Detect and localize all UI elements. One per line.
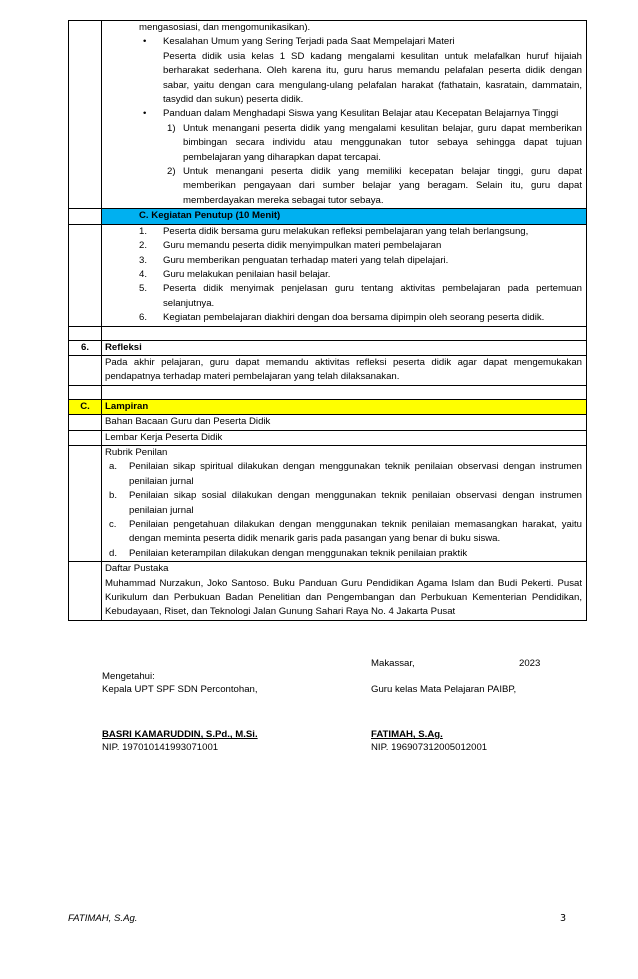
table-row bbox=[69, 340, 587, 355]
bullet-title: Panduan dalam Menghadapi Siswa yang Kesulitan Belajar atau Kecepatan Belajarnya Tinggi bbox=[163, 108, 559, 120]
numbered-subitem: 1) Untuk menangani peserta didik yang mengalami kesulitan belajar, guru dapat memberikan bimbingan secara individu atau menggunakan tutor sebaya sehingga dapat tujuan pembelajaran yang diharapkan dapat tercapai. bbox=[167, 122, 582, 163]
section-heading-refleksi: Refleksi bbox=[102, 340, 587, 355]
bullet-icon: • bbox=[143, 36, 147, 48]
list-item: 5. Peserta didik menyimak penjelasan guru tentang aktivitas pembelajaran pada pertemuan selanjutnya. bbox=[139, 283, 582, 309]
table-row bbox=[69, 415, 587, 430]
table-row bbox=[69, 430, 587, 445]
bullet-item bbox=[139, 35, 582, 107]
rubrik-title: Rubrik Penilan bbox=[105, 446, 168, 458]
signature-left-label2: Kepala UPT SPF SDN Percontohan, bbox=[102, 684, 258, 695]
bullet-title: Kesalahan Umum yang Sering Terjadi pada Saat Mempelajari Materi bbox=[163, 36, 455, 48]
activity-cell bbox=[102, 21, 587, 209]
signature-left-nip: NIP. 197010141993071001 bbox=[102, 742, 219, 753]
section-heading-lampiran: Lampiran bbox=[102, 399, 587, 414]
signature-left-name: BASRI KAMARUDDIN, S.Pd., M.Si. bbox=[102, 729, 258, 740]
bullet-body: Peserta didik usia kelas 1 SD kadang mengalami kesulitan untuk melafalkan huruf hijaiah berharakat sederhana. Oleh karena itu, guru harus memandu pelafalan peserta didik dengan sabar, yaitu dengan cara mengulang-ulang pelafalan harakat (fathatain, kasratain, dammatain, tasydid dan sukun) peserta didik. bbox=[163, 50, 582, 106]
bullet-icon: • bbox=[143, 108, 147, 120]
signature-right-nip: NIP. 196907312005012001 bbox=[371, 742, 488, 753]
list-item: a. Penilaian sikap spiritual dilakukan dengan menggunakan teknik penilaian observasi dengan instrumen penilaian jurnal bbox=[109, 461, 582, 487]
continuation-text: mengasosiasi, dan mengomunikasikan). bbox=[139, 22, 311, 33]
list-item: 1. Peserta didik bersama guru melakukan refleksi pembelajaran yang telah berlangsung, bbox=[139, 225, 529, 237]
blank-row bbox=[69, 385, 587, 399]
list-item: 6. Kegiatan pembelajaran diakhiri dengan doa bersama dipimpin oleh seorang peserta didik. bbox=[139, 312, 545, 324]
page-number: 3 bbox=[560, 913, 567, 924]
section-number: C. bbox=[69, 399, 102, 414]
signature-left-label1: Mengetahui: bbox=[102, 671, 155, 682]
list-item: 2. Guru memandu peserta didik menyimpulkan materi pembelajaran bbox=[139, 240, 442, 252]
list-item: c. Penilaian pengetahuan dilakukan dengan menggunakan teknik penilaian memasangkan harakat, yaitu dengan meminta peserta didik menarik garis pada pasangan yang benar di buku siswa. bbox=[109, 519, 582, 545]
list-item: b. Penilaian sikap sosial dilakukan dengan menggunakan teknik penilaian observasi dengan instrumen penilaian jurnal bbox=[109, 490, 582, 516]
refleksi-text: Pada akhir pelajaran, guru dapat memandu aktivitas refleksi peserta didik agar dapat mengemukakan pendapatnya terhadap materi pembelajaran yang telah dilaksanakan. bbox=[105, 356, 582, 383]
footer-author: FATIMAH, S.Ag. bbox=[68, 913, 138, 924]
list-item: d. Penilaian keterampilan dilakukan dengan menggunakan teknik penilaian praktik bbox=[109, 547, 468, 559]
signature-right-name: FATIMAH, S.Ag. bbox=[371, 729, 443, 740]
lampiran-item: Bahan Bacaan Guru dan Peserta Didik bbox=[102, 415, 587, 430]
signature-year: 2023 bbox=[519, 658, 541, 669]
pustaka-title: Daftar Pustaka bbox=[105, 563, 169, 575]
table-row bbox=[69, 224, 587, 326]
penutup-list bbox=[102, 224, 587, 326]
blank-row bbox=[69, 326, 587, 340]
lampiran-item: Lembar Kerja Peserta Didik bbox=[102, 430, 587, 445]
section-number: 6. bbox=[69, 340, 102, 355]
rpp-table bbox=[68, 20, 587, 621]
table-row bbox=[69, 562, 587, 621]
table-row bbox=[69, 355, 587, 385]
table-row bbox=[69, 209, 587, 224]
signature-place: Makassar, bbox=[371, 658, 415, 669]
section-heading-penutup: C. Kegiatan Penutup (10 Menit) bbox=[102, 209, 587, 224]
numbered-subitem: 2) Untuk menangani peserta didik yang memiliki kecepatan belajar tinggi, guru dapat memberikan pengayaan dari sumber belajar yang beragam. Selain itu, guru dapat memberdayakan mereka sebagai tutor sebaya. bbox=[167, 166, 582, 206]
list-item: 4. Guru melakukan penilaian hasil belajar. bbox=[139, 268, 331, 280]
rubrik-cell bbox=[102, 445, 587, 561]
pustaka-text: Muhammad Nurzakun, Joko Santoso. Buku Panduan Guru Pendidikan Agama Islam dan Budi Pekerti. Pusat Kurikulum dan Perbukuan Badan Penelitian dan Pengembangan dan Perbukuan Kementerian Pendidikan, Kebudayaan, Riset, dan Teknologi Jalan Gunung Sahari Raya No. 4 Jakarta Pusat bbox=[105, 577, 582, 618]
table-row bbox=[69, 399, 587, 414]
pustaka-cell bbox=[102, 562, 587, 621]
table-row bbox=[69, 21, 587, 209]
table-row bbox=[69, 445, 587, 561]
signature-right-label: Guru kelas Mata Pelajaran PAIBP, bbox=[371, 684, 517, 695]
bullet-item bbox=[139, 107, 582, 121]
list-item: 3. Guru memberikan penguatan terhadap materi yang telah dipelajari. bbox=[139, 254, 449, 266]
